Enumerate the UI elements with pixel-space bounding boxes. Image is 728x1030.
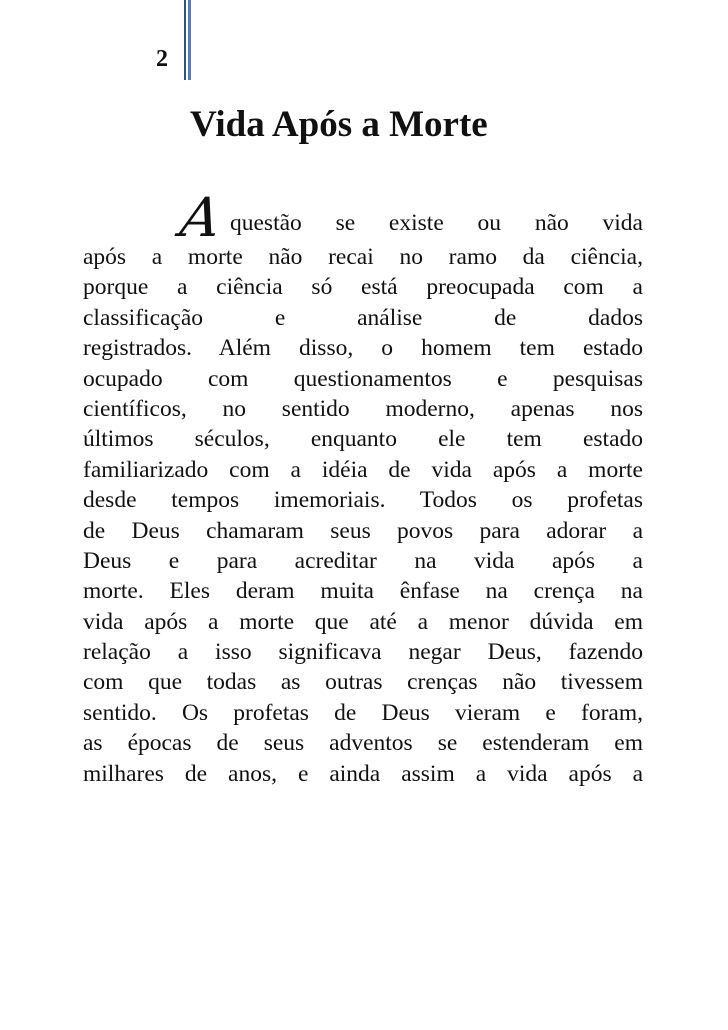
text-line: as épocas de seus adventos se estenderam em <box>83 730 643 757</box>
text-line: registrados. Além disso, o homem tem estado <box>83 335 643 362</box>
chapter-title: Vida Após a Morte <box>190 104 488 145</box>
text-line: morte. Eles deram muita ênfase na crença na <box>83 578 643 605</box>
text-line: familiarizado com a idéia de vida após a morte <box>83 456 643 483</box>
text-line: desde tempos imemoriais. Todos os profetas <box>83 487 643 514</box>
header-rule-bar-dark <box>184 0 186 80</box>
text-line: ocupado com questionamentos e pesquisas <box>83 365 643 392</box>
header-rule <box>184 0 191 80</box>
drop-cap: A <box>176 186 225 249</box>
text-line: científicos, no sentido moderno, apenas nos <box>83 395 643 422</box>
text-line: porque a ciência só está preocupada com a <box>83 274 643 301</box>
text-line: últimos séculos, enquanto ele tem estado <box>83 426 643 453</box>
body-paragraph <box>83 186 643 789</box>
header-rule-bar-light <box>188 0 191 80</box>
first-line-text: questão se existe ou não vida <box>230 210 643 236</box>
text-line: milhares de anos, e ainda assim a vida após a <box>83 760 643 787</box>
first-line <box>83 186 643 249</box>
text-line: Deus e para acreditar na vida após a <box>83 547 643 574</box>
text-line: relação a isso significava negar Deus, fazendo <box>83 639 643 666</box>
page-number: 2 <box>156 46 168 72</box>
text-line: de Deus chamaram seus povos para adorar a <box>83 517 643 544</box>
text-line: classificação e análise de dados <box>83 304 643 331</box>
text-line: após a morte não recai no ramo da ciência, <box>83 244 643 270</box>
text-line: sentido. Os profetas de Deus vieram e foram, <box>83 699 643 726</box>
text-line: com que todas as outras crenças não tivessem <box>83 669 643 696</box>
text-line: vida após a morte que até a menor dúvida em <box>83 608 643 635</box>
